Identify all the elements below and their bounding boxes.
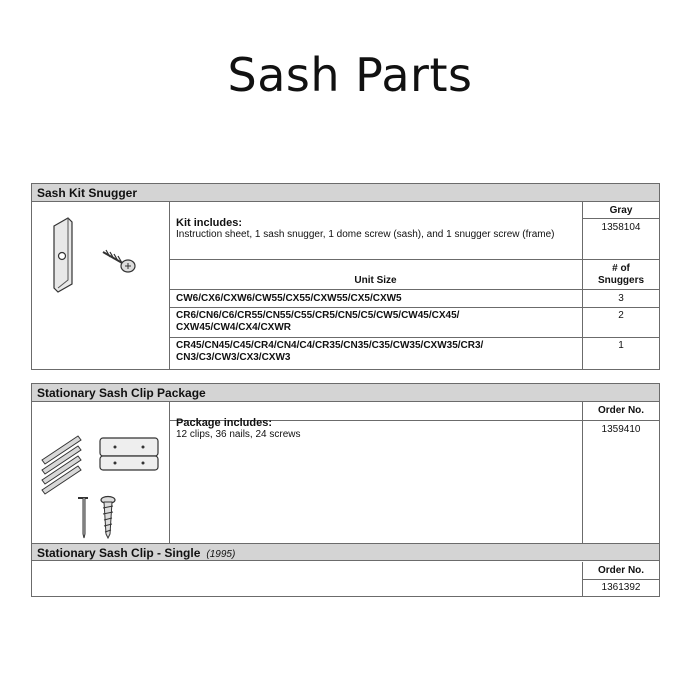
sash-snugger-illustration xyxy=(46,214,156,299)
order-number: 1361392 xyxy=(601,582,641,593)
page-title: Sash Parts xyxy=(227,48,473,102)
order-no-header: Order No. xyxy=(597,565,645,576)
order-no-header: Order No. xyxy=(597,405,645,416)
flat-clip-icon xyxy=(100,438,158,470)
unit-size-row: CR45/CN45/C45/CR4/CN4/C4/CR35/CN35/C35/CW35/CXW35/CR3/ CN3/C3/CW3/CX3/CXW3 xyxy=(176,340,484,363)
color-header: Gray xyxy=(609,205,633,216)
package-includes-label: Package includes: xyxy=(176,417,272,429)
screw-icon xyxy=(101,497,115,539)
unit-size-header: Unit Size xyxy=(354,275,397,286)
section-header: Sash Kit Snugger xyxy=(32,184,659,202)
nail-icon xyxy=(78,498,88,538)
snugger-bracket-icon xyxy=(54,218,72,292)
section-header: Stationary Sash Clip Package xyxy=(32,384,659,402)
unit-size-row: CR6/CN6/C6/CR55/CN55/C55/CR5/CN5/C5/CW5/CW45/CX45/ CXW45/CW4/CX4/CXWR xyxy=(176,310,460,333)
kit-includes-text: Instruction sheet, 1 sash snugger, 1 dome screw (sash), and 1 snugger screw (frame) xyxy=(176,229,555,240)
snugger-count: 1 xyxy=(618,340,624,351)
sash-clip-illustration xyxy=(38,422,163,540)
snugger-count: 3 xyxy=(618,293,624,304)
kit-includes-label: Kit includes: xyxy=(176,217,243,229)
year-label: (1995) xyxy=(206,549,236,560)
section-header: Stationary Sash Clip - Single (1995) xyxy=(32,543,659,561)
sash-kit-snugger-section xyxy=(31,183,660,370)
stacked-clips-icon xyxy=(42,436,81,494)
order-number: 1359410 xyxy=(601,424,641,435)
package-includes-text: 12 clips, 36 nails, 24 screws xyxy=(176,429,301,440)
sash-clip-package-section xyxy=(31,383,660,597)
count-header: # of Snuggers xyxy=(597,263,645,286)
unit-size-row: CW6/CX6/CXW6/CW55/CX55/CXW55/CX5/CXW5 xyxy=(176,293,402,304)
dome-screw-icon xyxy=(103,250,135,272)
snugger-count: 2 xyxy=(618,310,624,321)
order-number: 1358104 xyxy=(601,222,641,233)
